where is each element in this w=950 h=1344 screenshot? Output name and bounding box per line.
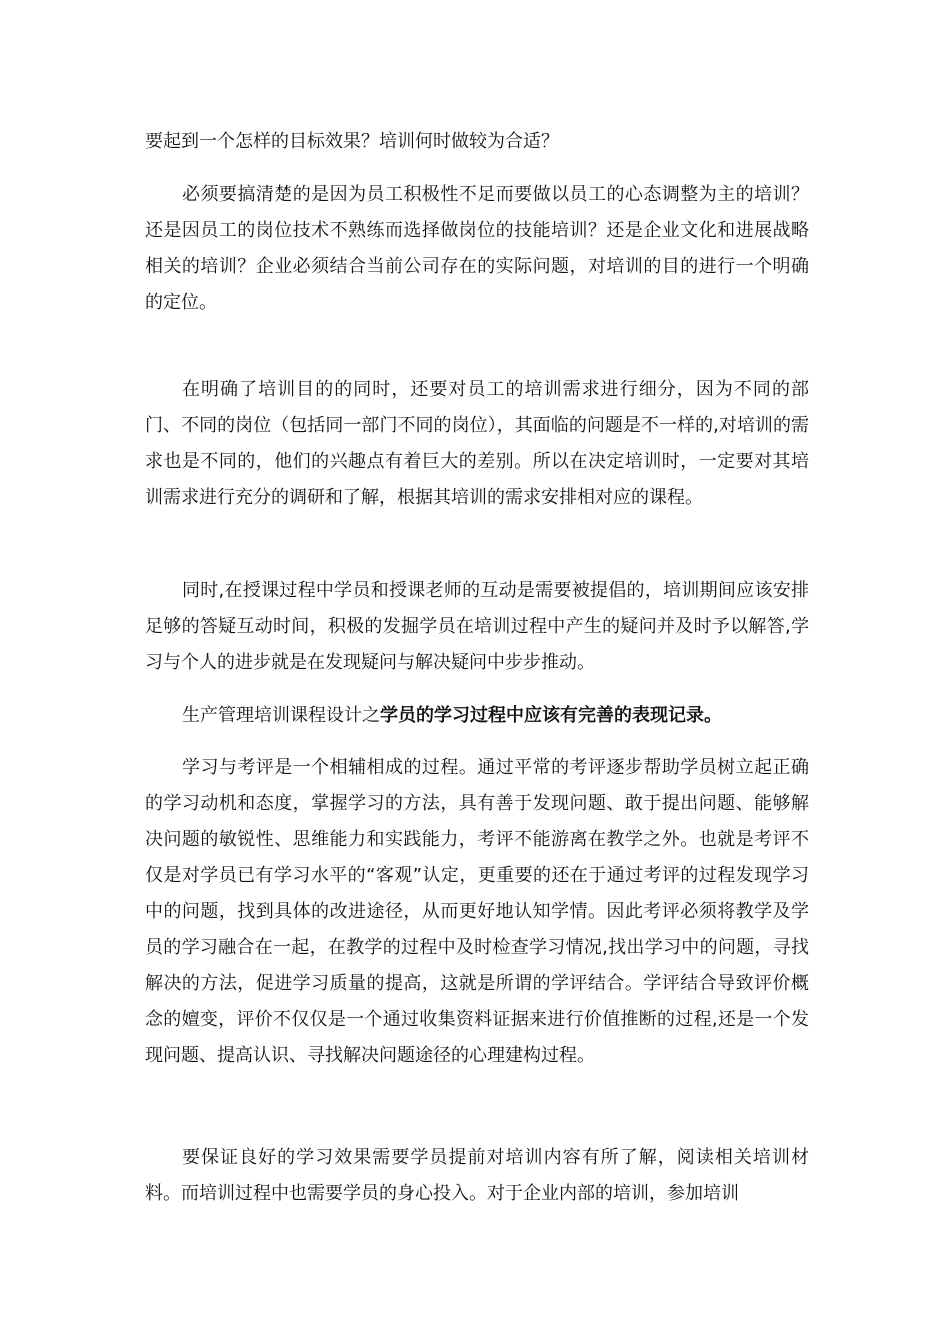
paragraph-interaction: 同时,在授课过程中学员和授课老师的互动是需要被提倡的，培训期间应该安排足够的答疑互动时间，积极的发掘学员在培训过程中产生的疑问并及时予以解答,学习与个人的进步就是在发现疑问与解决疑问中步步推动。 [145,580,809,673]
paragraph-training-purpose: 必须要搞清楚的是因为员工积极性不足而要做以员工的心态调整为主的培训？还是因员工的岗位技术不熟练而选择做岗位的技能培训？还是企业文化和进展战略相关的培训？企业必须结合当前公司存在的实际问题，对培训的目的进行一个明确的定位。 [145,184,809,313]
paragraph-goal-question: 要起到一个怎样的目标效果？培训何时做较为合适？ [145,131,559,152]
paragraph-learning-effect: 要保证良好的学习效果需要学员提前对培训内容有所了解，阅读相关培训材料。而培训过程中也需要学员的身心投入。对于企业内部的培训，参加培训 [145,1147,809,1204]
heading-prefix: 生产管理培训课程设计之 [182,705,380,726]
paragraph-learning-evaluation: 学习与考评是一个相辅相成的过程。通过平常的考评逐步帮助学员树立起正确的学习动机和态度，掌握学习的方法，具有善于发现问题、敢于提出问题、能够解决问题的敏锐性、思维能力和实践能力，考评不能游离在教学之外。也就是考评不仅是对学员已有学习水平的“客观”认定，更重要的还在于通过考评的过程发现学习中的问题，找到具体的改进途径，从而更好地认知学情。因此考评必须将教学及学员的学习融合在一起，在教学的过程中及时检查学习情况,找出学习中的问题，寻找解决的方法，促进学习质量的提高，这就是所谓的学评结合。学评结合导致评价概念的嬗变，评价不仅仅是一个通过收集资料证据来进行价值推断的过程,还是一个发现问题、提高认识、寻找解决问题途径的心理建构过程。 [145,757,809,1066]
heading-bold-text: 学员的学习过程中应该有完善的表现记录。 [380,705,722,726]
paragraph-training-needs: 在明确了培训目的的同时，还要对员工的培训需求进行细分，因为不同的部门、不同的岗位（包括同一部门不同的岗位），其面临的问题是不一样的,对培训的需求也是不同的，他们的兴趣点有着巨大的差别。所以在决定培训时，一定要对其培训需求进行充分的调研和了解，根据其培训的需求安排相对应的课程。 [145,379,809,508]
paragraph-section-heading [145,698,809,734]
